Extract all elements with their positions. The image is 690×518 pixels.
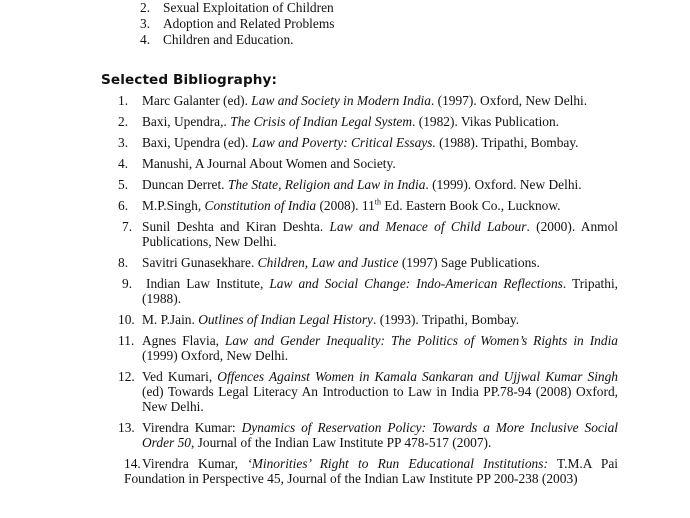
list-text: Children and Education. bbox=[163, 32, 294, 47]
entry-details: . (1999). Oxford. New Delhi. bbox=[425, 177, 582, 192]
entry-number: 12. bbox=[118, 369, 135, 384]
entry-title: Constitution of India bbox=[204, 198, 317, 213]
entry-text bbox=[142, 93, 618, 108]
entry-title: Law and Gender Inequality: The Politics of Women’s Rights in India bbox=[224, 333, 618, 348]
entry-number: 4. bbox=[118, 156, 129, 171]
entry-text bbox=[142, 333, 618, 363]
entry-text bbox=[142, 177, 618, 192]
entry-number: 6. bbox=[118, 198, 129, 213]
entry-number: 10. bbox=[118, 312, 135, 327]
entry-text bbox=[124, 456, 618, 486]
entry-title: Offences Against Women in Kamala Sankaran and Ujjwal Kumar Singh bbox=[217, 369, 618, 384]
entry-title: Law and Social Change: Indo-American Reflections bbox=[269, 276, 563, 291]
entry-title: Dynamics of Reservation Policy: Towards a More Inclusive Social Order 50 bbox=[142, 420, 619, 450]
entry-text bbox=[142, 420, 618, 450]
entry-author: Agnes Flavia, bbox=[142, 333, 225, 348]
list-number: 2. bbox=[140, 0, 151, 15]
entry-number: 1. bbox=[118, 93, 129, 108]
bibliography-entry bbox=[118, 456, 618, 486]
entry-text bbox=[142, 135, 618, 150]
entry-author: M.P.Singh, bbox=[142, 198, 205, 213]
entry-author: Baxi, Upendra (ed). bbox=[142, 135, 252, 150]
entry-author: Duncan Derret. bbox=[142, 177, 228, 192]
list-item bbox=[140, 16, 500, 32]
bibliography-entry bbox=[118, 369, 618, 414]
entry-number: 2. bbox=[118, 114, 129, 129]
bibliography-entry bbox=[118, 333, 618, 363]
entry-number: 14. bbox=[124, 456, 141, 471]
bibliography-entry bbox=[118, 156, 618, 171]
bibliography-entry bbox=[118, 255, 618, 270]
entry-author: Manushi, A Journal About Women and Society. bbox=[142, 156, 396, 171]
entry-text bbox=[142, 114, 618, 129]
entry-publisher: Ed. Eastern Book Co., Lucknow. bbox=[381, 198, 561, 213]
entry-text bbox=[142, 255, 618, 270]
entry-text bbox=[142, 219, 618, 249]
list-item bbox=[140, 32, 500, 48]
bibliography-entry bbox=[118, 198, 618, 213]
entry-title: Children, Law and Justice bbox=[257, 255, 399, 270]
bibliography-heading: Selected Bibliography: bbox=[101, 72, 278, 88]
entry-title: Law and Menace of Child Labour bbox=[329, 219, 527, 234]
entry-author: Indian Law Institute, bbox=[146, 276, 270, 291]
entry-title: ‘Minorities’ Right to Run Educational Institutions: bbox=[247, 456, 548, 471]
entry-text bbox=[142, 276, 618, 306]
entry-number: 13. bbox=[118, 420, 135, 435]
bibliography-entry bbox=[118, 135, 618, 150]
entry-author: Virendra Kumar, bbox=[142, 456, 248, 471]
entry-details: . (1997). Oxford, New Delhi. bbox=[430, 93, 588, 108]
entry-details: (2008). 11 bbox=[316, 198, 375, 213]
entry-details: . (2000). Anmol Publications, New Delhi. bbox=[142, 219, 618, 249]
entry-number: 7. bbox=[122, 219, 133, 234]
entry-author: Baxi, Upendra,. bbox=[142, 114, 231, 129]
entry-text bbox=[142, 156, 618, 171]
bibliography-entry bbox=[118, 177, 618, 192]
entry-details: (1999) Oxford, New Delhi. bbox=[142, 348, 289, 363]
entry-title: The State, Religion and Law in India bbox=[227, 177, 426, 192]
entry-number: 5. bbox=[118, 177, 129, 192]
entry-text bbox=[142, 198, 618, 213]
entry-author: Sunil Deshta and Kiran Deshta. bbox=[142, 219, 330, 234]
list-text: Adoption and Related Problems bbox=[163, 16, 335, 31]
entry-number: 9. bbox=[122, 276, 133, 291]
bibliography-list bbox=[118, 93, 618, 492]
entry-details: (1997) Sage Publications. bbox=[398, 255, 540, 270]
entry-number: 8. bbox=[118, 255, 129, 270]
bibliography-entry bbox=[118, 312, 618, 327]
bibliography-entry bbox=[118, 276, 618, 306]
bibliography-entry bbox=[118, 114, 618, 129]
entry-details: . (1982). Vikas Publication. bbox=[412, 114, 560, 129]
entry-author: Savitri Gunasekhare. bbox=[142, 255, 258, 270]
entry-number: 11. bbox=[118, 333, 135, 348]
entry-author: Marc Galanter (ed). bbox=[142, 93, 252, 108]
edition-superscript: th bbox=[374, 197, 381, 207]
entry-details: (1988). Tripathi, Bombay. bbox=[435, 135, 579, 150]
entry-author: M. P.Jain. bbox=[142, 312, 199, 327]
entry-text bbox=[142, 312, 618, 327]
list-item bbox=[140, 0, 500, 16]
list-text: Sexual Exploitation of Children bbox=[163, 0, 334, 15]
topic-list bbox=[140, 0, 500, 48]
entry-details: , Journal of the Indian Law Institute PP 478-517 (2007). bbox=[190, 435, 492, 450]
entry-title: Law and Society in Modern India bbox=[251, 93, 431, 108]
entry-details: . Tripathi, (1988). bbox=[142, 276, 619, 306]
entry-details: T.M.A Pai Foundation in Perspective 45, Journal of the Indian Law Institute PP 200-238 (2003) bbox=[124, 456, 618, 486]
list-number: 4. bbox=[140, 32, 151, 47]
bibliography-entry bbox=[118, 420, 618, 450]
entry-title: Outlines of Indian Legal History bbox=[198, 312, 374, 327]
bibliography-entry bbox=[118, 93, 618, 108]
entry-details: (ed) Towards Legal Literacy An Introduction to Law in India PP.78-94 (2008) Oxford, New Delhi. bbox=[142, 384, 618, 414]
entry-number: 3. bbox=[118, 135, 129, 150]
entry-title: Law and Poverty: Critical Essays. bbox=[251, 135, 436, 150]
entry-text bbox=[142, 369, 618, 414]
entry-details: . (1993). Tripathi, Bombay. bbox=[373, 312, 520, 327]
entry-author: Virendra Kumar: bbox=[142, 420, 242, 435]
entry-author: Ved Kumari, bbox=[142, 369, 218, 384]
list-number: 3. bbox=[140, 16, 151, 31]
bibliography-entry bbox=[118, 219, 618, 249]
entry-title: The Crisis of Indian Legal System bbox=[230, 114, 413, 129]
